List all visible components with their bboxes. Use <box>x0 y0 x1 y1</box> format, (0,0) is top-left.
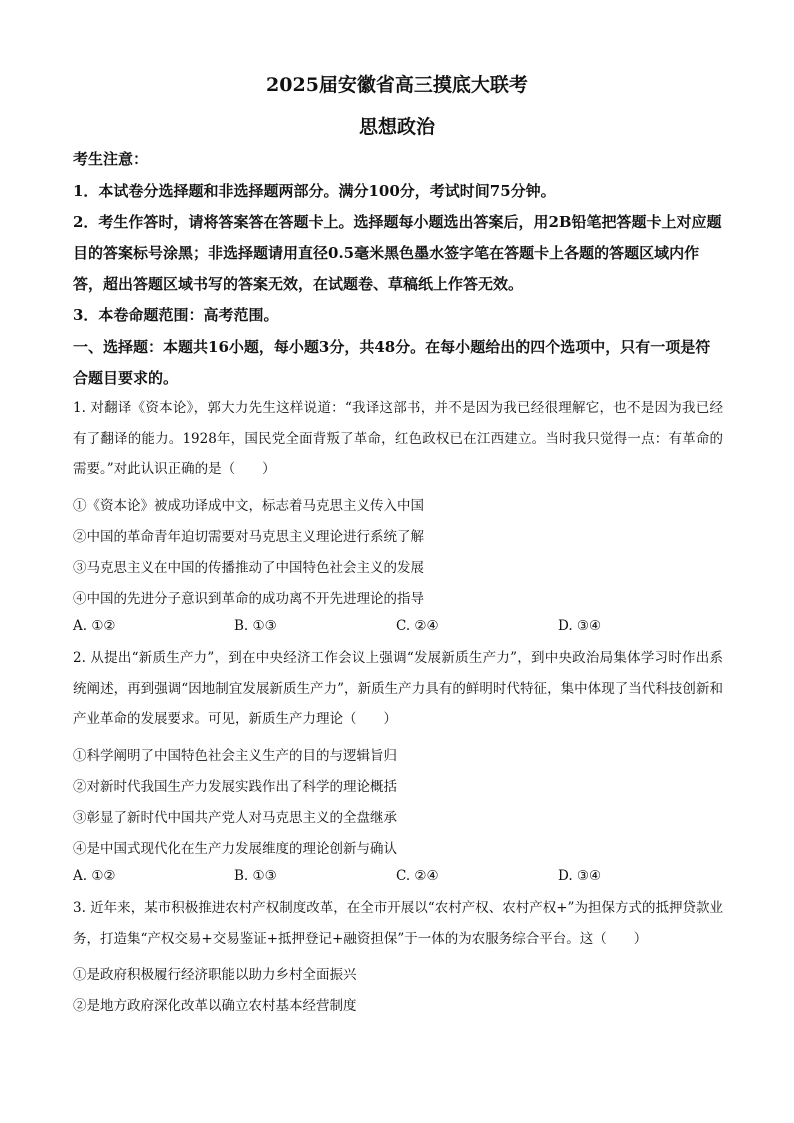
question-1-statement-3: ③马克思主义在中国的传播推动了中国特色社会主义的发展 <box>73 560 424 576</box>
question-3-stem: 3. 近年来，某市积极推进农村产权制度改革，在全市开展以“农村产权、农村产权+”为担保方式的抵押贷款业务，打造集“产权交易+交易鉴证+抵押登记+融资担保”于一体的为农服务综合平台。这（ ） <box>73 900 723 947</box>
notice-item-2: 2．考生作答时，请将答案答在答题卡上。选择题每小题选出答案后，用2B铅笔把答题卡上对应题目的答案标号涂黑；非选择题请用直径0.5毫米黑色墨水签字笔在答题卡上各题的答题区域内作答，超出答题区域书写的答案无效，在试题卷、草稿纸上作答无效。 <box>73 213 722 293</box>
exam-subject: 思想政治 <box>358 116 435 138</box>
question-2-statement-2: ②对新时代我国生产力发展实践作出了科学的理论概括 <box>73 779 397 795</box>
question-2-option-d[interactable]: D. ③④ <box>558 868 602 884</box>
question-2-option-b[interactable]: B. ①③ <box>234 868 277 884</box>
question-1-option-a[interactable]: A. ①② <box>73 618 116 634</box>
question-1-statement-4: ④中国的先进分子意识到革命的成功离不开先进理论的指导 <box>73 591 424 607</box>
question-1-option-c[interactable]: C. ②④ <box>396 618 439 634</box>
question-2-statement-4: ④是中国式现代化在生产力发展维度的理论创新与确认 <box>73 841 397 857</box>
notice-item-1: 1．本试卷分选择题和非选择题两部分。满分100分，考试时间75分钟。 <box>73 182 556 200</box>
question-2-statement-3: ③彰显了新时代中国共产党人对马克思主义的全盘继承 <box>73 810 397 826</box>
question-1-statement-2: ②中国的革命青年迫切需要对马克思主义理论进行系统了解 <box>73 529 424 545</box>
exam-title: 2025届安徽省高三摸底大联考 <box>266 74 528 96</box>
question-2-options <box>73 868 723 888</box>
section-heading: 一、选择题：本题共16小题，每小题3分，共48分。在每小题给出的四个选项中，只有一项是符合题目要求的。 <box>73 338 711 387</box>
question-2-option-c[interactable]: C. ②④ <box>396 868 439 884</box>
question-3-statement-1: ①是政府积极履行经济职能以助力乡村全面振兴 <box>73 967 357 983</box>
question-1-stem: 1. 对翻译《资本论》，郭大力先生这样说道：“我译这部书，并不是因为我已经很理解它，也不是因为我已经有了翻译的能力。1928年，国民党全面背叛了革命，红色政权已在江西建立。当时我只觉得一点：有革命的需要。”对此认识正确的是（ ） <box>73 400 723 478</box>
question-3-statement-2: ②是地方政府深化改革以确立农村基本经营制度 <box>73 998 357 1014</box>
notice-item-3: 3．本卷命题范围：高考范围。 <box>73 306 279 324</box>
question-1-options <box>73 618 723 638</box>
question-1-statement-1: ①《资本论》被成功译成中文，标志着马克思主义传入中国 <box>73 498 424 514</box>
question-2-option-a[interactable]: A. ①② <box>73 868 116 884</box>
question-2-stem: 2. 从提出“新质生产力”，到在中央经济工作会议上强调“发展新质生产力”，到中央政治局集体学习时作出系统阐述，再到强调“因地制宜发展新质生产力”，新质生产力具有的鲜明时代特征，集中体现了当代科技创新和产业革命的发展要求。可见，新质生产力理论（ ） <box>73 650 723 728</box>
question-2-statement-1: ①科学阐明了中国特色社会主义生产的目的与逻辑旨归 <box>73 748 397 764</box>
question-1-option-b[interactable]: B. ①③ <box>234 618 277 634</box>
question-1-option-d[interactable]: D. ③④ <box>558 618 602 634</box>
notice-heading: 考生注意： <box>73 150 149 168</box>
